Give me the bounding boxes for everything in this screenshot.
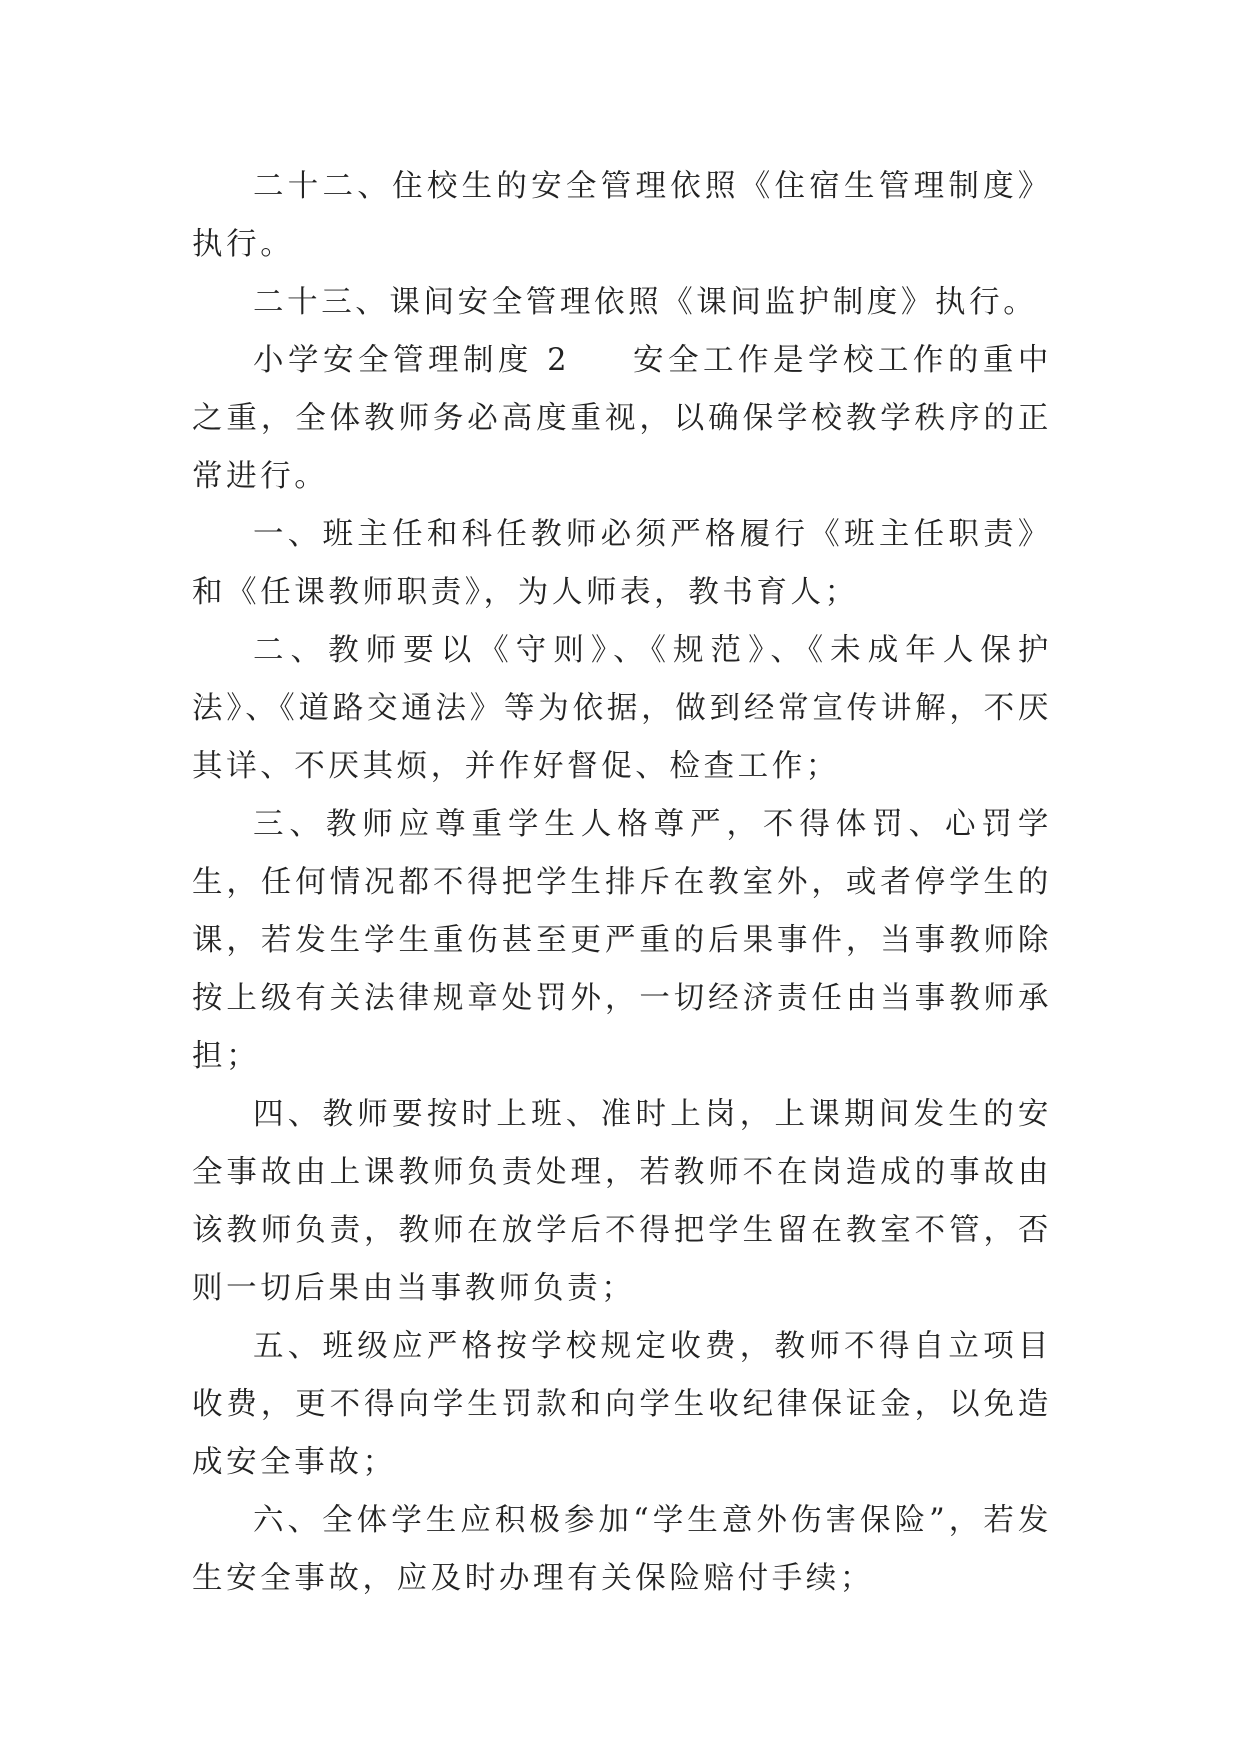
paragraph-23: 二十三、课间安全管理依照《课间监护制度》执行。 [253,285,1038,320]
paragraph-1: 一、班主任和科任教师必须严格履行《班主任职责》和《任课教师职责》，为人师表，教书育人； [192,517,1052,610]
section-intro-paragraph [192,332,1052,506]
paragraph-22: 二十二、住校生的安全管理依照《住宿生管理制度》执行。 [192,169,1052,262]
paragraph-3: 三、教师应尊重学生人格尊严，不得体罚、心罚学生，任何情况都不得把学生排斥在教室外，或者停学生的课，若发生学生重伤甚至更严重的后果事件，当事教师除按上级有关法律规章处罚外，一切经济责任由当事教师承担； [192,807,1052,1074]
paragraph-2: 二、教师要以《守则》、《规范》、《未成年人保护法》、《道路交通法》等为依据，做到经常宣传讲解，不厌其详、不厌其烦，并作好督促、检查工作； [192,633,1052,784]
paragraph-4: 四、教师要按时上班、准时上岗，上课期间发生的安全事故由上课教师负责处理，若教师不在岗造成的事故由该教师负责，教师在放学后不得把学生留在教室不管，否则一切后果由当事教师负责； [192,1097,1052,1306]
section-intro: 安全工作是学校工作的重中之重，全体教师务必高度重视，以确保学校教学秩序的正常进行。 [192,343,1052,494]
document-body [192,158,1052,1608]
paragraph-6: 六、全体学生应积极参加“学生意外伤害保险”，若发生安全事故，应及时办理有关保险赔付手续； [192,1503,1052,1596]
paragraph-5: 五、班级应严格按学校规定收费，教师不得自立项目收费，更不得向学生罚款和向学生收纪律保证金，以免造成安全事故； [192,1329,1052,1480]
section-heading: 小学安全管理制度 2 [253,343,571,378]
